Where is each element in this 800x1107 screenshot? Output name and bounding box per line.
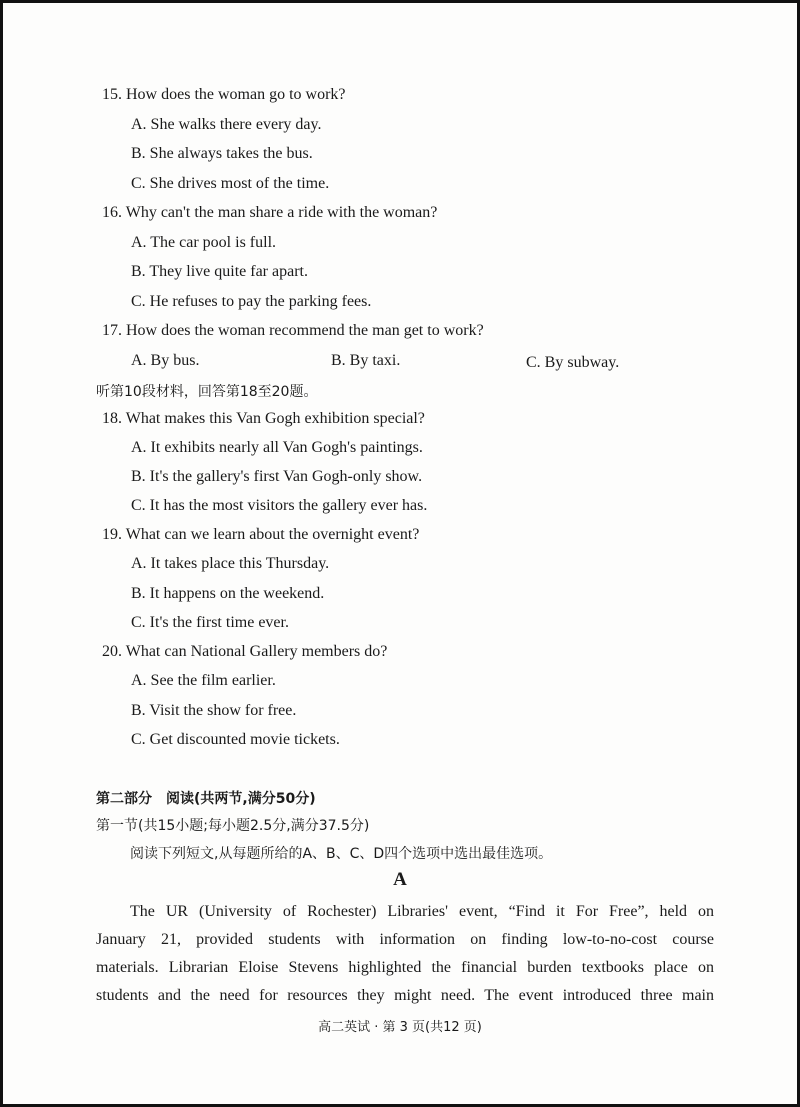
passage-line-4: students and the need for resources they might need. The event introduced three main (96, 987, 714, 1004)
passage-line-1: The UR (University of Rochester) Libraries' event, “Find it For Free”, held on (130, 903, 714, 920)
page-footer: 高二英试 · 第 3 页(共12 页) (318, 1020, 482, 1035)
question-20-option-c: C. Get discounted movie tickets. (131, 731, 340, 748)
question-17-option-a: A. By bus. (131, 352, 200, 369)
question-17-option-b: B. By taxi. (331, 352, 401, 369)
question-18-option-b: B. It's the gallery's first Van Gogh-only show. (131, 468, 423, 485)
question-19-option-b: B. It happens on the weekend. (131, 585, 325, 602)
question-15-option-b: B. She always takes the bus. (131, 145, 313, 162)
question-18-option-c: C. It has the most visitors the gallery ever has. (131, 497, 428, 514)
question-19-option-a: A. It takes place this Thursday. (131, 555, 330, 572)
question-17-stem: 17. How does the woman recommend the man get to work? (102, 322, 484, 339)
question-19-stem: 19. What can we learn about the overnight event? (102, 526, 420, 543)
part2-instruction: 阅读下列短文,从每题所给的A、B、C、D四个选项中选出最佳选项。 (130, 846, 553, 862)
question-15-stem: 15. How does the woman go to work? (102, 86, 346, 103)
question-19-option-c: C. It's the first time ever. (131, 614, 289, 631)
listening-instruction-10: 听第10段材料，回答第18至20题。 (96, 384, 318, 400)
question-20-stem: 20. What can National Gallery members do? (102, 643, 388, 660)
part2-section1-heading: 第一节(共15小题;每小题2.5分,满分37.5分) (96, 818, 370, 834)
question-18-stem: 18. What makes this Van Gogh exhibition special? (102, 410, 425, 427)
question-17-option-c: C. By subway. (526, 354, 620, 371)
passage-line-2: January 21, provided students with information on finding low-to-no-cost course (96, 931, 714, 948)
question-18-option-a: A. It exhibits nearly all Van Gogh's paintings. (131, 439, 423, 456)
passage-a (96, 898, 714, 1010)
passage-label: A (393, 869, 407, 890)
passage-line-3: materials. Librarian Eloise Stevens highlighted the financial burden textbooks place on (96, 959, 714, 976)
question-16-option-b: B. They live quite far apart. (131, 263, 308, 280)
question-16-stem: 16. Why can't the man share a ride with the woman? (102, 204, 438, 221)
question-20-option-a: A. See the film earlier. (131, 672, 276, 689)
question-16-option-c: C. He refuses to pay the parking fees. (131, 293, 372, 310)
question-20-option-b: B. Visit the show for free. (131, 702, 297, 719)
part2-title: 第二部分 阅读(共两节,满分50分) (96, 791, 316, 807)
question-15-option-c: C. She drives most of the time. (131, 175, 330, 192)
question-16-option-a: A. The car pool is full. (131, 234, 277, 251)
question-15-option-a: A. She walks there every day. (131, 116, 322, 133)
